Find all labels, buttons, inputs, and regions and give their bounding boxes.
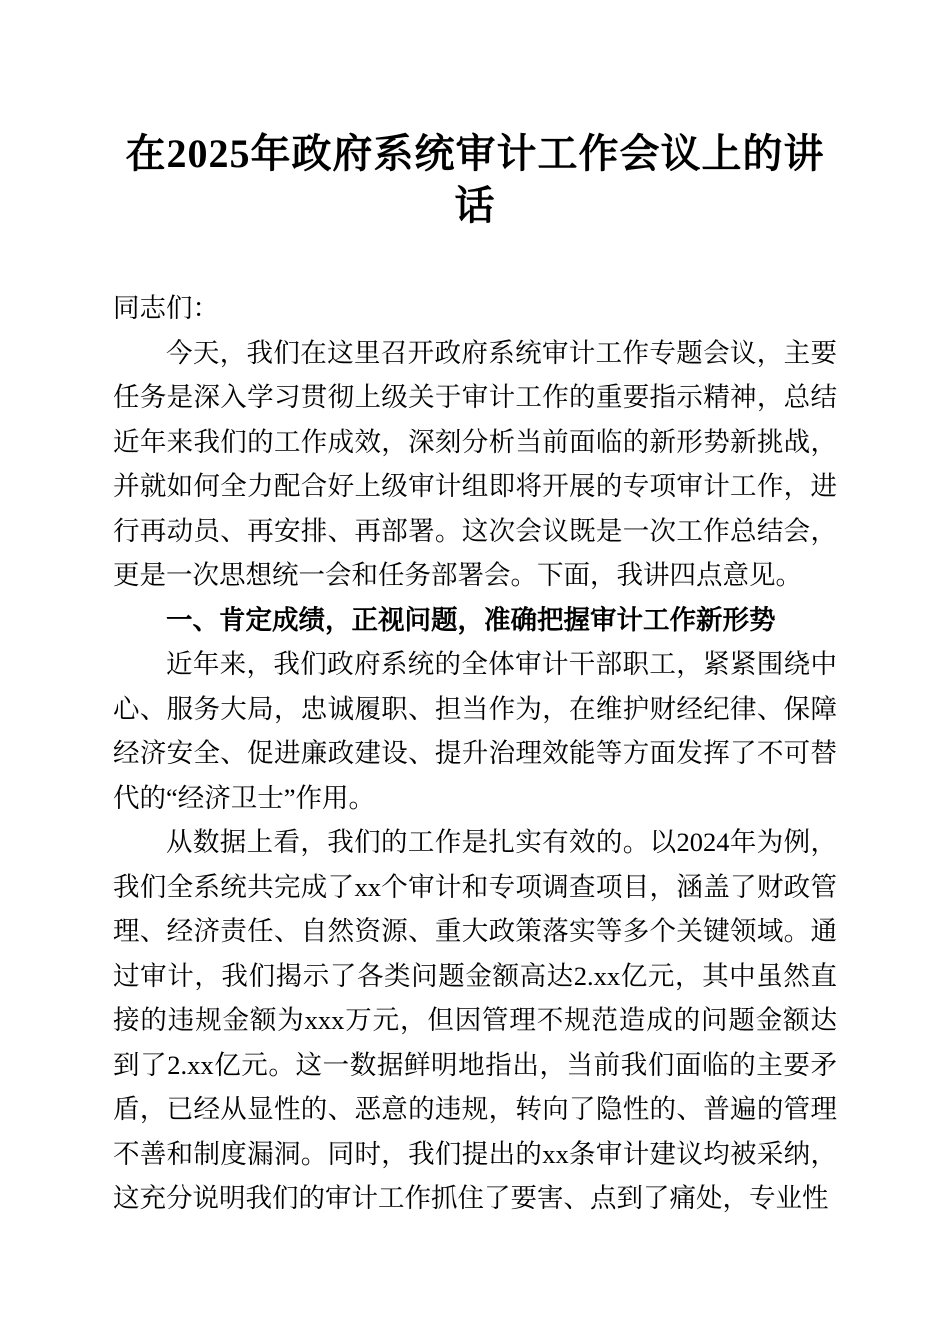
- document-title: 在2025年政府系统审计工作会议上的讲话: [125, 131, 825, 228]
- section-heading: 一、肯定成绩，正视问题，准确把握审计工作新形势: [166, 604, 776, 635]
- salutation: 同志们：: [113, 293, 219, 323]
- paragraph: 近年来，我们政府系统的全体审计干部职工，紧紧围绕中心、服务大局，忠诚履职、担当作为，在维护财经纪律、保障经济安全、促进廉政建设、提升治理效能等方面发挥了不可替代的“经济卫士”作用。: [113, 649, 837, 813]
- paragraph: 从数据上看，我们的工作是扎实有效的。以2024年为例，我们全系统共完成了xx个审计和专项调查项目，涵盖了财政管理、经济责任、自然资源、重大政策落实等多个关键领域。通过审计，我们揭示了各类问题金额高达2.xx亿元，其中虽然直接的违规金额为xxx万元，但因管理不规范造成的问题金额达到了2.xx亿元。这一数据鲜明地指出，当前我们面临的主要矛盾，已经从显性的、恶意的违规，转向了隐性的、普遍的管理不善和制度漏洞。同时，我们提出的xx条审计建议均被采纳，这充分说明我们的审计工作抓住了要害、点到了痛处，专业性: [113, 827, 837, 1213]
- paragraph: 今天，我们在这里召开政府系统审计工作专题会议，主要任务是深入学习贯彻上级关于审计工作的重要指示精神，总结近年来我们的工作成效，深刻分析当前面临的新形势新挑战，并就如何全力配合好上级审计组即将开展的专项审计工作，进行再动员、再安排、再部署。这次会议既是一次工作总结会，更是一次思想统一会和任务部署会。下面，我讲四点意见。: [113, 337, 837, 590]
